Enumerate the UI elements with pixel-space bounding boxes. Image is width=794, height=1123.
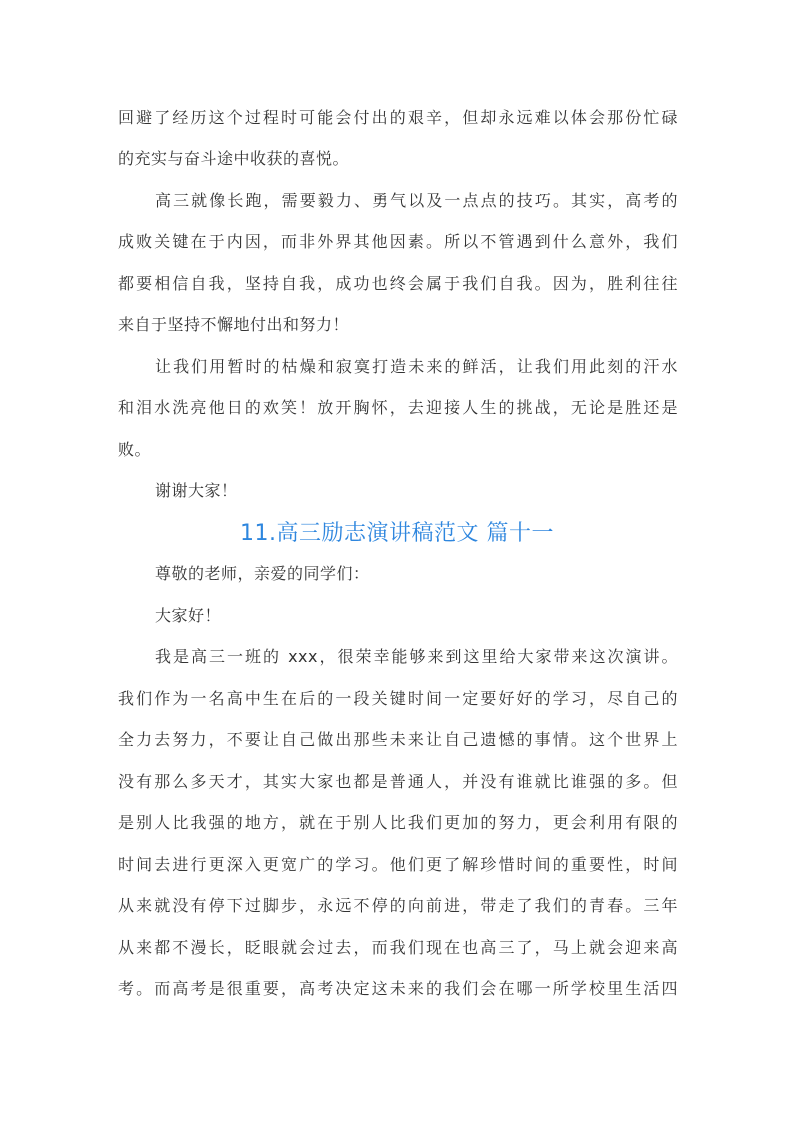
paragraph-line: 高三就像长跑，需要毅力、勇气以及一点点的技巧。其实，高考的 (155, 191, 678, 210)
paragraph-line: 从来就没有停下过脚步，永远不停的向前进，带走了我们的青春。三年 (118, 896, 678, 915)
paragraph-line: 败。 (118, 440, 152, 459)
paragraph-line: 考。而高考是很重要，高考决定这未来的我们会在哪一所学校里生活四 (118, 979, 678, 998)
paragraph-line: 时间去进行更深入更宽广的学习。他们更了解珍惜时间的重要性，时间 (118, 855, 678, 874)
paragraph-line: 回避了经历这个过程时可能会付出的艰辛，但却永远难以体会那份忙碌 (118, 108, 678, 127)
paragraph-line: 都要相信自我，坚持自我，成功也终会属于我们自我。因为，胜利往往 (118, 274, 678, 293)
paragraph-line: 全力去努力，不要让自己做出那些未来让自己遗憾的事情。这个世界上 (118, 730, 678, 749)
hello-line: 大家好！ (155, 606, 222, 625)
paragraph-line: 没有那么多天才，其实大家也都是普通人，并没有谁就比谁强的多。但 (118, 772, 678, 791)
paragraph-line: 和泪水洗亮他日的欢笑！放开胸怀，去迎接人生的挑战，无论是胜还是 (118, 398, 678, 417)
paragraph-line: 从来都不漫长，眨眼就会过去，而我们现在也高三了，马上就会迎来高 (118, 938, 678, 957)
paragraph-line: 来自于坚持不懈地付出和努力！ (118, 315, 350, 334)
paragraph-line: 我们作为一名高中生在后的一段关键时间一定要好好的学习，尽自己的 (118, 689, 678, 708)
paragraph-line: 是别人比我强的地方，就在于别人比我们更加的努力，更会利用有限的 (118, 813, 678, 832)
section-heading: 11.高三励志演讲稿范文 篇十一 (240, 521, 554, 546)
paragraph-line: 的充实与奋斗途中收获的喜悦。 (118, 149, 350, 168)
thanks-line: 谢谢大家！ (155, 481, 238, 500)
greeting-line: 尊敬的老师，亲爱的同学们： (155, 564, 370, 583)
paragraph-line: 成败关键在于内因，而非外界其他因素。所以不管遇到什么意外，我们 (118, 232, 678, 251)
paragraph-line: 我是高三一班的 xxx，很荣幸能够来到这里给大家带来这次演讲。 (155, 647, 678, 666)
paragraph-line: 让我们用暂时的枯燥和寂寞打造未来的鲜活，让我们用此刻的汗水 (155, 357, 678, 376)
